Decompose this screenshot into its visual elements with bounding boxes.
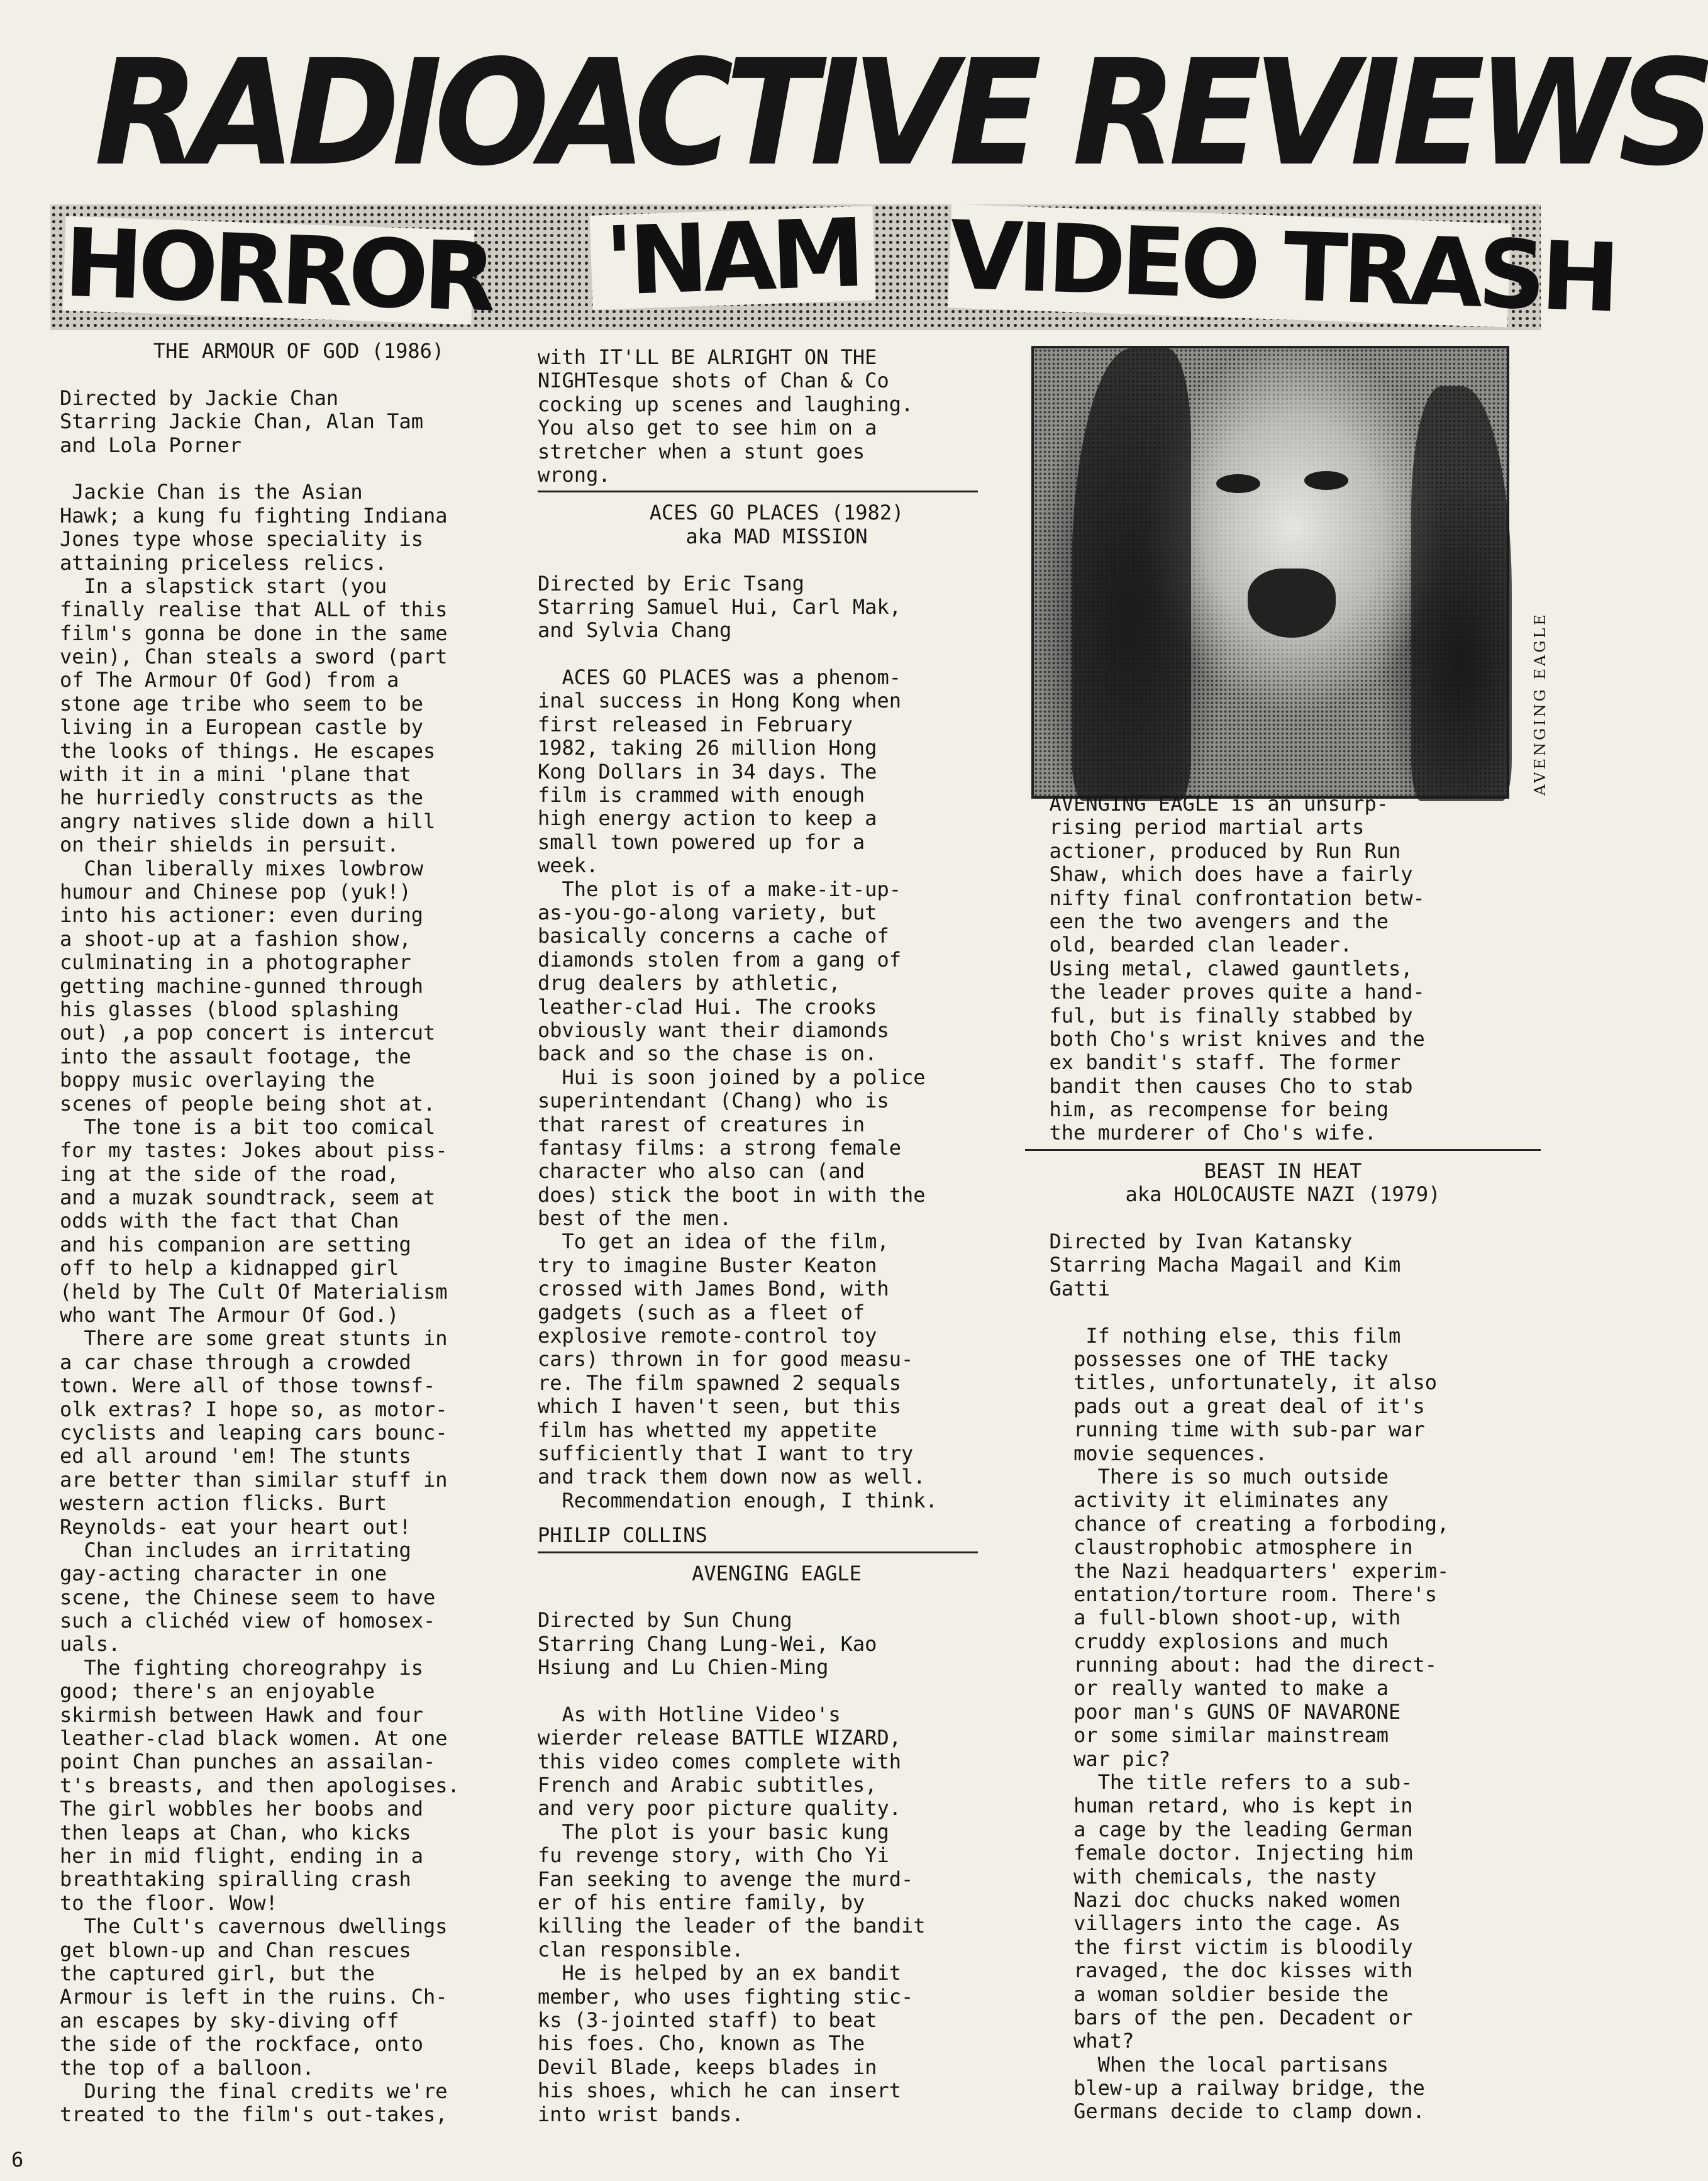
text-line: movie sequences. bbox=[1025, 1441, 1268, 1465]
text-line: stone age tribe who seem to be bbox=[60, 691, 423, 716]
text-line: finally realise that ALL of this bbox=[60, 597, 448, 622]
text-line: ACES GO PLACES was a phenom- bbox=[538, 665, 901, 690]
text-line: olk extras? I hope so, as motor- bbox=[60, 1397, 448, 1421]
review-heading-line: THE ARMOUR OF GOD (1986) bbox=[153, 339, 445, 363]
blank-line bbox=[60, 457, 538, 480]
text-line: or really wanted to make a bbox=[1025, 1676, 1389, 1701]
text-line: and a muzak soundtrack, seem at bbox=[60, 1185, 436, 1210]
text-line: he hurriedly constructs as the bbox=[60, 785, 423, 810]
text-line: Recommendation enough, I think. bbox=[538, 1488, 938, 1512]
text-line: inal success in Hong Kong when bbox=[538, 689, 901, 713]
text-line: vein), Chan steals a sword (part bbox=[60, 645, 448, 669]
text-line: to the floor. Wow! bbox=[60, 1890, 278, 1915]
text-line: claustrophobic atmosphere in bbox=[1025, 1535, 1413, 1560]
text-line: Starring Chang Lung-Wei, Kao bbox=[538, 1631, 877, 1656]
section-banner bbox=[50, 198, 1617, 334]
text-line: ful, but is finally stabbed by bbox=[1025, 1003, 1413, 1028]
text-line: with IT'LL BE ALRIGHT ON THE bbox=[538, 345, 877, 369]
text-line: on their shields in persuit. bbox=[60, 833, 399, 857]
text-line: the Nazi headquarters' experim- bbox=[1025, 1558, 1450, 1583]
text-line: Jones type whose speciality is bbox=[60, 527, 423, 552]
text-line: entation/torture room. There's bbox=[1025, 1582, 1438, 1606]
text-line: fantasy films: a strong female bbox=[538, 1135, 901, 1160]
text-line: his shoes, which he can insert bbox=[538, 2078, 901, 2103]
text-line: cruddy explosions and much bbox=[1025, 1629, 1389, 1653]
text-line: the leader proves quite a hand- bbox=[1025, 980, 1425, 1004]
text-line: clan responsible. bbox=[538, 1937, 744, 1962]
text-line: getting machine-gunned through bbox=[60, 974, 423, 998]
text-line: er of his entire family, by bbox=[538, 1890, 865, 1914]
photo-hair-left bbox=[1072, 348, 1191, 801]
text-line: are better than similar stuff in bbox=[60, 1467, 448, 1492]
text-line: The plot is your basic kung bbox=[538, 1819, 889, 1844]
text-line: his glasses (blood splashing bbox=[60, 997, 399, 1021]
banner-label-video-trash: VIDEO TRASH bbox=[948, 201, 1617, 334]
text-line: and very poor picture quality. bbox=[538, 1796, 901, 1821]
blank-line bbox=[1025, 1301, 1541, 1324]
text-line: which I haven't seen, but this bbox=[538, 1394, 901, 1419]
text-line: or some similar mainstream bbox=[1025, 1723, 1389, 1748]
text-line: Nazi doc chucks naked women bbox=[1025, 1887, 1401, 1912]
text-line: ed all around 'em! The stunts bbox=[60, 1444, 411, 1468]
text-line: film is crammed with enough bbox=[538, 783, 865, 807]
text-line: obviously want their diamonds bbox=[538, 1018, 889, 1042]
text-line: Fan seeking to avenge the murd- bbox=[538, 1867, 914, 1891]
text-line: female doctor. Injecting him bbox=[1025, 1841, 1413, 1865]
review-heading-line: BEAST IN HEAT bbox=[1204, 1158, 1362, 1183]
blank-line bbox=[538, 1512, 1016, 1524]
text-line: try to imagine Buster Keaton bbox=[538, 1253, 877, 1277]
text-line: him, as recompense for being bbox=[1025, 1097, 1389, 1122]
text-line: Reynolds- eat your heart out! bbox=[60, 1514, 411, 1539]
review-heading-line: aka MAD MISSION bbox=[685, 524, 868, 548]
text-line: rising period martial arts bbox=[1025, 815, 1365, 840]
text-line: human retard, who is kept in bbox=[1025, 1794, 1413, 1818]
text-line: skirmish between Hawk and four bbox=[60, 1702, 423, 1727]
text-line: To get an idea of the film, bbox=[538, 1229, 889, 1254]
text-line: Gatti bbox=[1025, 1276, 1110, 1301]
text-line: bandit then causes Cho to stab bbox=[1025, 1074, 1413, 1098]
text-line: uals. bbox=[60, 1632, 121, 1657]
text-line: living in a European castle by bbox=[60, 715, 423, 740]
text-line: If nothing else, this film bbox=[1025, 1323, 1401, 1348]
text-line: a full-blown shoot-up, with bbox=[1025, 1606, 1401, 1630]
review-heading-line: aka HOLOCAUSTE NAZI (1979) bbox=[1125, 1182, 1441, 1207]
masthead-title: RADIOACTIVE REVIEWS bbox=[94, 28, 1708, 198]
text-line: Armour is left in the ruins. Ch- bbox=[60, 1985, 448, 2009]
text-line: NIGHTesque shots of Chan & Co bbox=[538, 369, 889, 393]
text-line: There are some great stunts in bbox=[60, 1326, 448, 1351]
avenging-eagle-photo bbox=[1031, 346, 1509, 799]
text-line: good; there's an enjoyable bbox=[60, 1679, 375, 1704]
banner-label-nam: 'NAM bbox=[590, 206, 876, 310]
text-line: the top of a balloon. bbox=[60, 2055, 314, 2080]
text-line: get blown-up and Chan rescues bbox=[60, 1938, 411, 1962]
photo-eye-left bbox=[1216, 474, 1260, 493]
text-line: You also get to see him on a bbox=[538, 416, 877, 440]
text-line: with it in a mini 'plane that bbox=[60, 762, 411, 787]
text-line: breathtaking spiralling crash bbox=[60, 1867, 411, 1892]
text-line: odds with the fact that Chan bbox=[60, 1209, 399, 1233]
text-line: PHILIP COLLINS bbox=[538, 1523, 707, 1548]
text-line: Starring Jackie Chan, Alan Tam bbox=[60, 409, 423, 434]
text-line: Using metal, clawed gauntlets, bbox=[1025, 956, 1413, 980]
text-line: killing the leader of the bandit bbox=[538, 1914, 926, 1938]
text-line: 1982, taking 26 million Hong bbox=[538, 736, 877, 760]
text-line: cars) thrown in for good measu- bbox=[538, 1347, 914, 1372]
text-line: of The Armour Of God) from a bbox=[60, 668, 399, 692]
text-line: high energy action to keep a bbox=[538, 806, 877, 831]
text-line: wierder release BATTLE WIZARD, bbox=[538, 1726, 901, 1750]
text-line: out) ,a pop concert is intercut bbox=[60, 1021, 436, 1045]
text-line: angry natives slide down a hill bbox=[60, 809, 436, 833]
text-line: Starring Macha Magail and Kim bbox=[1025, 1253, 1401, 1277]
text-line: gay-acting character in one bbox=[60, 1562, 387, 1586]
text-line: for my tastes: Jokes about piss- bbox=[60, 1138, 448, 1163]
text-line: treated to the film's out-takes, bbox=[60, 2102, 448, 2127]
text-line: attaining priceless relics. bbox=[60, 550, 387, 575]
text-line: into the assault footage, the bbox=[60, 1044, 411, 1068]
text-line: then leaps at Chan, who kicks bbox=[60, 1820, 411, 1845]
text-line: ravaged, the doc kisses with bbox=[1025, 1958, 1413, 1983]
text-line: member, who uses fighting stic- bbox=[538, 1984, 914, 2009]
text-line: As with Hotline Video's bbox=[538, 1702, 841, 1726]
text-line: The girl wobbles her boobs and bbox=[60, 1797, 423, 1821]
text-line: her in mid flight, ending in a bbox=[60, 1844, 423, 1868]
text-line: Directed by Sun Chung bbox=[538, 1608, 792, 1633]
text-line: The fighting choreograhpy is bbox=[60, 1655, 423, 1680]
text-line: point Chan punches an assailan- bbox=[60, 1750, 436, 1774]
text-line: an escapes by sky-diving off bbox=[60, 2008, 399, 2033]
text-line: running about: had the direct- bbox=[1025, 1653, 1438, 1677]
text-line: ex bandit's staff. The former bbox=[1025, 1050, 1401, 1075]
text-line: a woman soldier beside the bbox=[1025, 1982, 1389, 2006]
column-divider-rule bbox=[538, 1551, 978, 1553]
photo-credit: AVENGING EAGLE bbox=[1531, 612, 1549, 796]
blank-line bbox=[60, 363, 538, 386]
article-column-1 bbox=[60, 340, 538, 2145]
text-line: a shoot-up at a fashion show, bbox=[60, 926, 411, 951]
text-line: wrong. bbox=[538, 462, 611, 487]
text-line: Hui is soon joined by a police bbox=[538, 1065, 926, 1089]
text-line: back and so the chase is on. bbox=[538, 1041, 877, 1066]
text-line: gadgets (such as a fleet of bbox=[538, 1300, 865, 1324]
text-line: the murderer of Cho's wife. bbox=[1025, 1121, 1377, 1145]
text-line: both Cho's wrist knives and the bbox=[1025, 1026, 1425, 1051]
text-line: The plot is of a make-it-up- bbox=[538, 877, 901, 901]
text-line: ing at the side of the road, bbox=[60, 1162, 399, 1186]
text-line: and Lola Porner bbox=[60, 433, 241, 457]
text-line: into wrist bands. bbox=[538, 2102, 744, 2126]
text-line: poor man's GUNS OF NAVARONE bbox=[1025, 1699, 1401, 1724]
review-heading-line: AVENGING EAGLE bbox=[692, 1561, 862, 1585]
blank-line bbox=[538, 1679, 1016, 1702]
article-column-3 bbox=[1025, 792, 1541, 2132]
text-line: who want The Armour Of God.) bbox=[60, 1303, 399, 1328]
text-line: activity it eliminates any bbox=[1025, 1488, 1389, 1512]
text-line: Hawk; a kung fu fighting Indiana bbox=[60, 503, 448, 528]
text-line: best of the men. bbox=[538, 1206, 732, 1231]
text-line: the captured girl, but the bbox=[60, 1961, 375, 1985]
text-line: his foes. Cho, known as The bbox=[538, 2031, 865, 2056]
text-line: the looks of things. He escapes bbox=[60, 738, 436, 763]
text-line: western action flicks. Burt bbox=[60, 1491, 387, 1516]
text-line: a car chase through a crowded bbox=[60, 1350, 411, 1374]
blank-line bbox=[538, 643, 1016, 666]
text-line: drug dealers by athletic, bbox=[538, 971, 841, 996]
text-line: superintendant (Chang) who is bbox=[538, 1089, 889, 1113]
text-line: this video comes complete with bbox=[538, 1749, 901, 1773]
text-line: film's gonna be done in the same bbox=[60, 621, 448, 645]
text-line: The tone is a bit too comical bbox=[60, 1114, 436, 1139]
banner-label-horror: HORROR bbox=[62, 208, 493, 333]
text-line: He is helped by an ex bandit bbox=[538, 1961, 901, 1985]
text-line: small town powered up for a bbox=[538, 830, 865, 854]
text-line: what? bbox=[1025, 2029, 1134, 2053]
text-line: running time with sub-par war bbox=[1025, 1418, 1425, 1442]
text-line: titles, unfortunately, it also bbox=[1025, 1370, 1438, 1395]
text-line: een the two avengers and the bbox=[1025, 909, 1389, 933]
text-line: first released in February bbox=[538, 712, 853, 736]
text-line: bars of the pen. Decadent or bbox=[1025, 2005, 1413, 2029]
text-line: Chan liberally mixes lowbrow bbox=[60, 856, 423, 880]
text-line: stretcher when a stunt goes bbox=[538, 439, 865, 463]
text-line: During the final credits we're bbox=[60, 2078, 448, 2103]
text-line: When the local partisans bbox=[1025, 2052, 1389, 2077]
text-line: Shaw, which does have a fairly bbox=[1025, 862, 1413, 887]
text-line: villagers into the cage. As bbox=[1025, 1911, 1401, 1936]
text-line: ks (3-jointed staff) to beat bbox=[538, 2007, 877, 2032]
text-line: The Cult's cavernous dwellings bbox=[60, 1914, 448, 1939]
text-line: culminating in a photographer bbox=[60, 950, 411, 975]
text-line: with chemicals, the nasty bbox=[1025, 1864, 1377, 1889]
text-line: cocking up scenes and laughing. bbox=[538, 392, 914, 416]
text-line: re. The film spawned 2 sequals bbox=[538, 1370, 901, 1395]
page-number: 6 bbox=[11, 2148, 24, 2172]
text-line: Devil Blade, keeps blades in bbox=[538, 2055, 877, 2079]
text-line: old, bearded clan leader. bbox=[1025, 933, 1353, 957]
text-line: t's breasts, and then apologises. bbox=[60, 1773, 460, 1797]
text-line: does) stick the boot in with the bbox=[538, 1182, 926, 1207]
text-line: The title refers to a sub- bbox=[1025, 1770, 1413, 1795]
text-line: off to help a kidnapped girl bbox=[60, 1256, 399, 1280]
text-line: cyclists and leaping cars bounc- bbox=[60, 1420, 448, 1445]
photo-hair-right bbox=[1411, 386, 1512, 801]
text-line: Chan includes an irritating bbox=[60, 1538, 411, 1562]
text-line: a cage by the leading German bbox=[1025, 1817, 1413, 1841]
column-divider-rule bbox=[1025, 1149, 1541, 1151]
text-line: as-you-go-along variety, but bbox=[538, 900, 877, 924]
text-line: sufficiently that I want to try bbox=[538, 1441, 914, 1465]
text-line: There is so much outside bbox=[1025, 1464, 1389, 1489]
text-line: character who also can (and bbox=[538, 1159, 865, 1184]
text-line: scenes of people being shot at. bbox=[60, 1091, 436, 1116]
text-line: Germans decide to clamp down. bbox=[1025, 2099, 1425, 2124]
text-line: Directed by Eric Tsang bbox=[538, 571, 804, 596]
column-divider-rule bbox=[538, 491, 978, 492]
text-line: (held by The Cult Of Materialism bbox=[60, 1279, 448, 1304]
text-line: and Sylvia Chang bbox=[538, 618, 732, 643]
text-line: AVENGING EAGLE is an unsurp- bbox=[1025, 792, 1389, 816]
text-line: diamonds stolen from a gang of bbox=[538, 947, 901, 972]
text-line: In a slapstick start (you bbox=[60, 574, 387, 598]
photo-mouth bbox=[1248, 569, 1336, 638]
text-line: week. bbox=[538, 853, 599, 878]
text-line: town. Were all of those townsf- bbox=[60, 1374, 436, 1398]
text-line: that rarest of creatures in bbox=[538, 1112, 865, 1136]
text-line: basically concerns a cache of bbox=[538, 924, 889, 948]
text-line: nifty final confrontation betw- bbox=[1025, 885, 1425, 910]
text-line: such a clichéd view of homosex- bbox=[60, 1609, 436, 1633]
text-line: Directed by Ivan Katansky bbox=[1025, 1229, 1353, 1254]
text-line: blew-up a railway bridge, the bbox=[1025, 2076, 1425, 2101]
text-line: Kong Dollars in 34 days. The bbox=[538, 759, 877, 784]
text-line: Directed by Jackie Chan bbox=[60, 386, 339, 410]
article-column-2 bbox=[538, 346, 1016, 2138]
text-line: war pic? bbox=[1025, 1746, 1171, 1771]
blank-line bbox=[538, 548, 1016, 572]
photo-eye-right bbox=[1304, 471, 1348, 490]
text-line: crossed with James Bond, with bbox=[538, 1277, 889, 1301]
text-line: leather-clad black women. At one bbox=[60, 1726, 448, 1751]
text-line: Jackie Chan is the Asian bbox=[60, 480, 363, 504]
text-line: the first victim is bloodily bbox=[1025, 1934, 1413, 1959]
blank-line bbox=[538, 1585, 1016, 1609]
text-line: French and Arabic subtitles, bbox=[538, 1773, 877, 1797]
text-line: pads out a great deal of it's bbox=[1025, 1394, 1425, 1418]
text-line: and his companion are setting bbox=[60, 1232, 411, 1257]
text-line: possesses one of THE tacky bbox=[1025, 1346, 1389, 1371]
text-line: into his actioner: even during bbox=[60, 903, 423, 928]
text-line: Starring Samuel Hui, Carl Mak, bbox=[538, 594, 901, 619]
text-line: and track them down now as well. bbox=[538, 1465, 926, 1489]
text-line: explosive remote-control toy bbox=[538, 1324, 877, 1348]
text-line: actioner, produced by Run Run bbox=[1025, 838, 1401, 863]
text-line: humour and Chinese pop (yuk!) bbox=[60, 879, 411, 904]
text-line: leather-clad Hui. The crooks bbox=[538, 994, 877, 1019]
text-line: scene, the Chinese seem to have bbox=[60, 1585, 436, 1609]
text-line: fu revenge story, with Cho Yi bbox=[538, 1843, 889, 1868]
review-heading-line: ACES GO PLACES (1982) bbox=[649, 501, 904, 525]
text-line: boppy music overlaying the bbox=[60, 1068, 375, 1092]
text-line: Hsiung and Lu Chien-Ming bbox=[538, 1655, 829, 1680]
text-line: the side of the rockface, onto bbox=[60, 2032, 423, 2056]
text-line: chance of creating a forboding, bbox=[1025, 1511, 1450, 1536]
blank-line bbox=[1025, 1207, 1541, 1230]
text-line: film has whetted my appetite bbox=[538, 1418, 877, 1442]
